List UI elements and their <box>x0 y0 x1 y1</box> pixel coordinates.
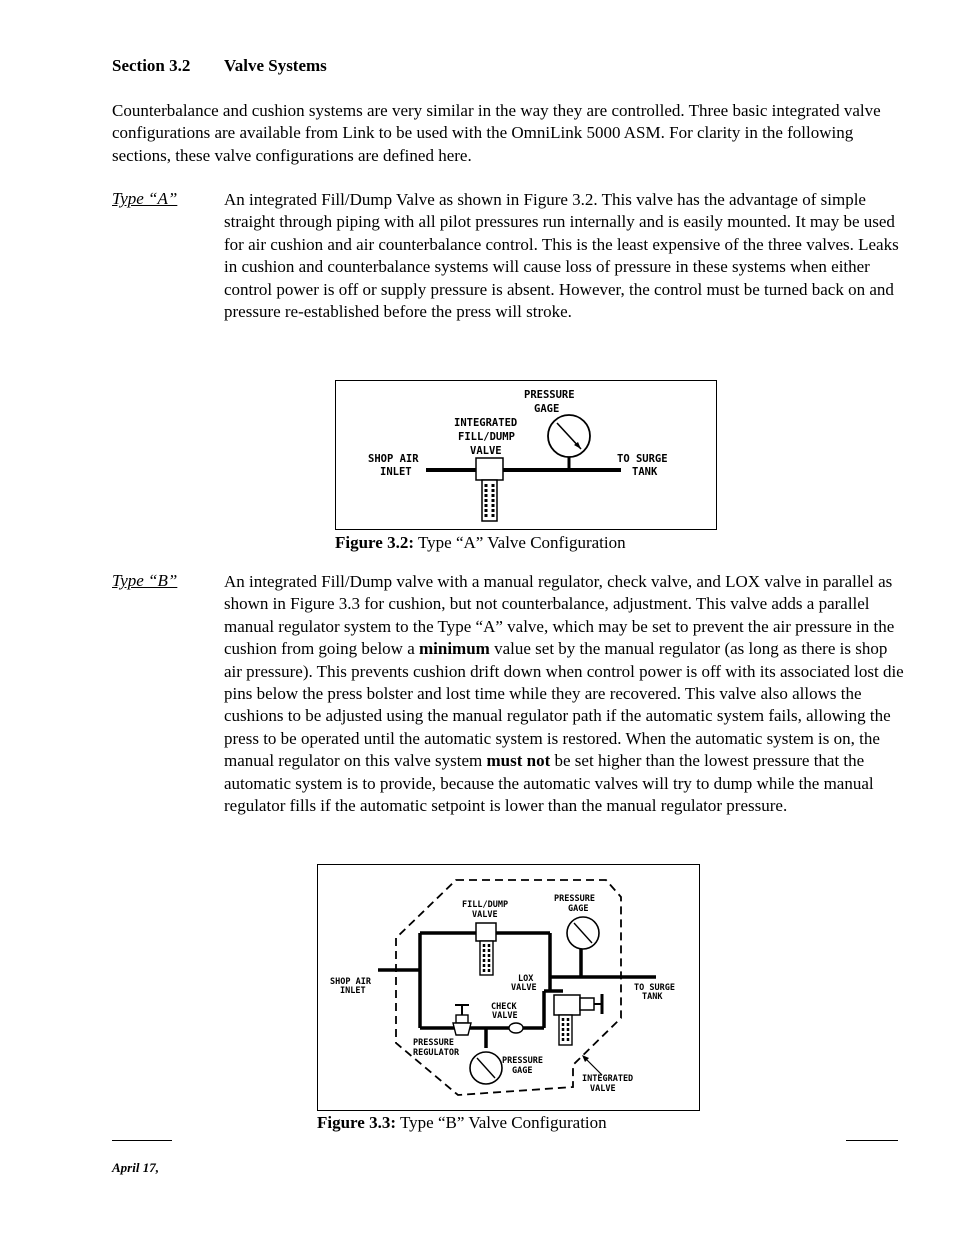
figure-3-2-caption <box>335 533 626 553</box>
fig2-label-pressure-gage-2: GAGE <box>534 403 560 415</box>
type-b-paragraph <box>224 571 904 817</box>
fig2-label-shop-air-2: INLET <box>380 466 412 478</box>
figure-3-3-caption <box>317 1113 607 1133</box>
fig2-label-shop-air-1: SHOP AIR <box>368 453 419 465</box>
fig3-pressure-regulator-icon <box>453 1005 471 1035</box>
fig3-label-pressure-gage-top-2: GAGE <box>568 904 589 914</box>
figure-3-3-caption-text: Type “B” Valve Configuration <box>396 1113 607 1132</box>
figure-3-2-caption-number: Figure 3.2: <box>335 533 415 552</box>
footer-rule-left <box>112 1140 172 1141</box>
fig3-fill-dump-muffler <box>480 941 493 975</box>
fig3-label-surge-1: TO SURGE <box>634 983 675 993</box>
fig3-lox-valve-icon <box>554 994 602 1045</box>
section-number: Section 3.2 <box>112 56 191 75</box>
type-b-text-3: be set higher than the lowest pressure that the automatic system is to provide, because the automatic valves will try to dump while the manual regulator fills if the automatic setpoint is lower than the manual regulator pressure. <box>224 751 874 816</box>
fig3-label-pressure-gage-top-1: PRESSURE <box>554 894 595 904</box>
fig3-label-check-1: CHECK <box>491 1002 517 1012</box>
fig2-label-integrated-1: INTEGRATED <box>454 417 518 429</box>
figure-3-2-caption-text: Type “A” Valve Configuration <box>414 533 626 552</box>
fig3-label-surge-2: TANK <box>642 992 663 1002</box>
section-title: Valve Systems <box>224 56 327 75</box>
fig3-pressure-gauge-bottom-icon <box>470 1052 502 1084</box>
fig3-label-pressure-gage-bottom-1: PRESSURE <box>502 1056 543 1066</box>
fig3-label-integrated-2: VALVE <box>590 1084 616 1094</box>
type-a-label: Type “A” <box>112 189 178 208</box>
fig2-label-integrated-3: VALVE <box>470 445 502 457</box>
fig3-fill-dump-valve-body <box>476 923 496 941</box>
figure-3-2 <box>335 380 717 530</box>
intro-paragraph: Counterbalance and cushion systems are very similar in the way they are controlled. Three basic integrated valve configurations are available from Link to be used with the OmniLink 5000 ASM. For clarity in the following sections, these valve configurations are defined here. <box>112 101 881 165</box>
fig3-label-check-2: VALVE <box>492 1011 518 1021</box>
type-b-label: Type “B” <box>112 571 178 590</box>
fig2-label-integrated-2: FILL/DUMP <box>458 431 515 443</box>
fig3-label-regulator-2: REGULATOR <box>413 1048 460 1058</box>
type-b-bold-minimum: minimum <box>419 639 490 659</box>
fig3-label-integrated-1: INTEGRATED <box>582 1074 634 1084</box>
type-b-bold-must-not: must not <box>486 751 551 771</box>
footer-rule-right <box>846 1140 898 1141</box>
fig2-fill-dump-valve-body <box>476 458 503 480</box>
figure-3-3-diagram <box>318 865 699 1110</box>
fig3-label-shop-air-2: INLET <box>340 986 366 996</box>
fig3-label-lox-2: VALVE <box>511 983 537 993</box>
section-heading <box>112 56 327 76</box>
fig2-label-pressure-gage-1: PRESSURE <box>524 389 575 401</box>
type-b-text-1: An integrated Fill/Dump valve with a manual regulator, check valve, and LOX valve in parallel as shown in Figure 3.3 for cushion, but not counterbalance, adjustment. This valve adds a parallel manual regulator system to the Type “A” valve, which may be set to prevent the air pressure in the cushion from going below a <box>224 572 895 659</box>
type-a-paragraph: An integrated Fill/Dump Valve as shown in Figure 3.2. This valve has the advantage of simple straight through piping with all pilot pressures run internally and is easily mounted. It may be used for air cushion and air counterbalance control. This is the least expensive of the three valves. Leaks in cushion and counterbalance systems will cause loss of pressure in these systems when either control power is off or supply pressure is absent. However, the control must be turned back on and pressure re-established before the press will stroke. <box>224 190 899 322</box>
fig2-label-surge-2: TANK <box>632 466 658 478</box>
fig3-label-pressure-gage-bottom-2: GAGE <box>512 1066 533 1076</box>
fig2-exhaust-muffler <box>482 480 497 521</box>
footer-date: April 17, <box>112 1160 159 1175</box>
fig3-integrated-valve-arrow <box>582 1055 602 1075</box>
fig3-label-fill-dump-2: VALVE <box>472 910 498 920</box>
fig3-label-fill-dump-1: FILL/DUMP <box>462 900 509 910</box>
figure-3-2-diagram <box>336 381 716 529</box>
figure-3-3-caption-number: Figure 3.3: <box>317 1113 397 1132</box>
fig3-label-lox-1: LOX <box>518 974 534 984</box>
type-b-text-2: value set by the manual regulator (as long as there is shop air pressure). This prevents cushion drift down when control power is off with its associated lost die pins below the press bolster and lost time while they are recovered. This valve also allows the cushions to be adjusted using the manual regulator path if the automatic system fails, allowing the press to be operated until the automatic system is restored. When the automatic system is on, the manual regulator on this valve system <box>224 639 904 771</box>
fig3-pressure-gauge-top-icon <box>567 917 599 949</box>
fig3-label-shop-air-1: SHOP AIR <box>330 977 371 987</box>
fig3-check-valve-icon <box>509 1023 523 1033</box>
figure-3-3 <box>317 864 700 1111</box>
fig2-pressure-gauge-icon <box>548 415 590 457</box>
fig3-label-regulator-1: PRESSURE <box>413 1038 454 1048</box>
fig2-label-surge-1: TO SURGE <box>617 453 668 465</box>
